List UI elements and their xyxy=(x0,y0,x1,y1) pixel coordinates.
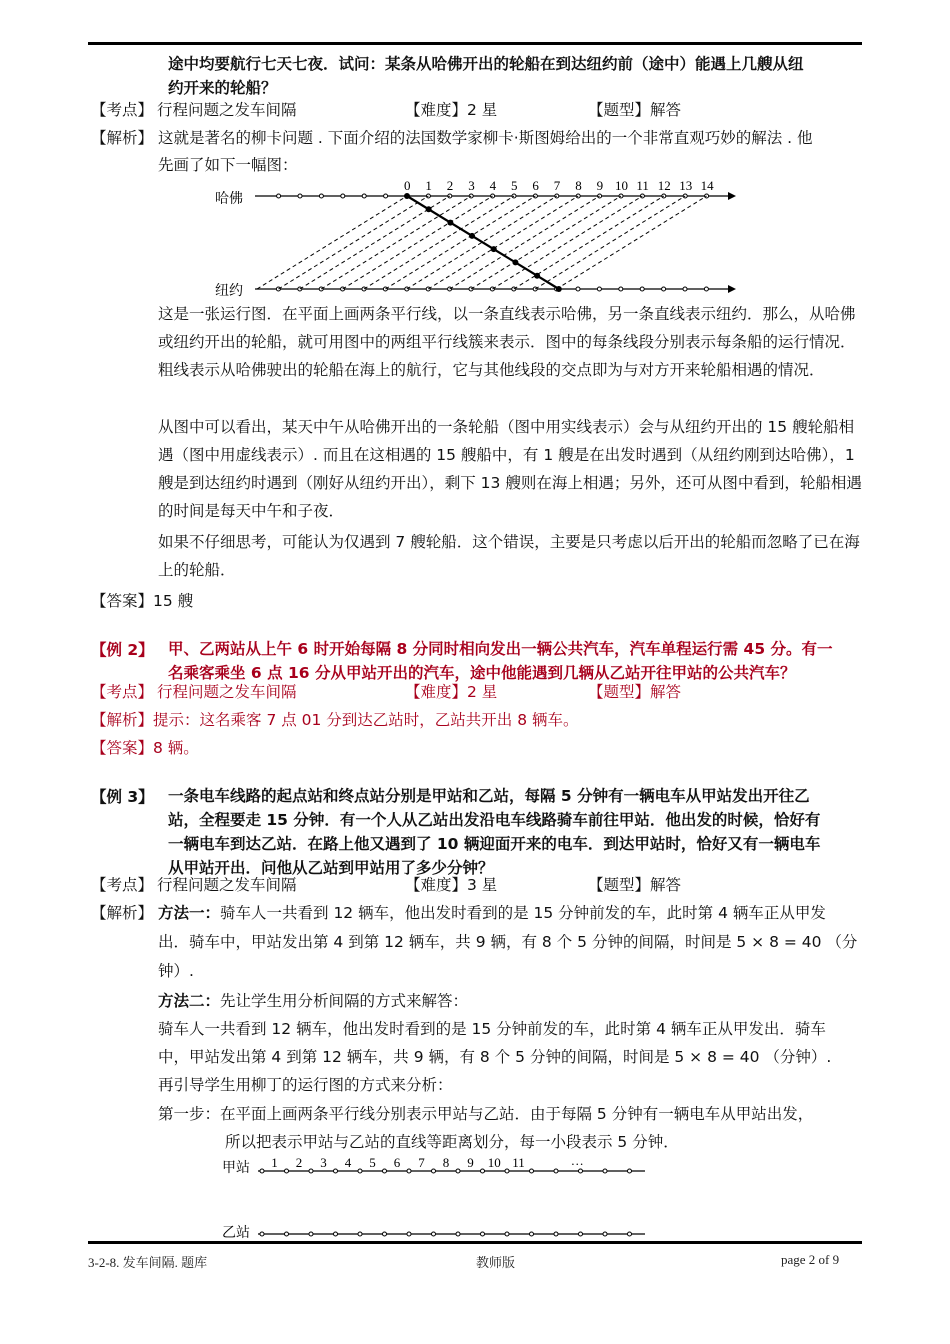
ex2-tixing xyxy=(588,679,681,705)
ex3-q-line3: 一辆电车到达乙站．在路上他又遇到了 10 辆迎面开来的电车．到达甲站时，恰好又有一辆电车 xyxy=(168,835,821,853)
newyork-point xyxy=(683,287,687,291)
jiexi-value: 提示：这名乘客 7 点 01 分到达乙站时，乙站共开出 8 辆车。 xyxy=(153,711,579,729)
jiazhan-label: 甲站 xyxy=(222,1161,250,1176)
kaodian-label: 【考点】 xyxy=(91,101,154,119)
ex1-nandu xyxy=(405,97,497,123)
jiazhan-point xyxy=(554,1169,558,1173)
ex3-m2-line3: 再引导学生用柳丁的运行图的方式来分析： xyxy=(158,1076,453,1094)
harvard-arrow xyxy=(728,192,736,200)
newyork-point xyxy=(576,287,580,291)
day-number: 7 xyxy=(553,178,561,193)
ex3-q-line2: 站，全程要走 15 分钟．有一个人从乙站出发沿电车线路骑车前往甲站．他出发的时候，恰好有 xyxy=(168,811,821,829)
daan-value: 15 艘 xyxy=(153,592,194,610)
yizhan-point xyxy=(579,1232,583,1236)
jiazhan-point xyxy=(260,1169,264,1173)
day-number: 0 xyxy=(404,178,411,193)
yizhan-point xyxy=(505,1232,509,1236)
harvard-label: 哈佛 xyxy=(215,192,243,207)
jiazhan-point xyxy=(481,1169,485,1173)
day-number: 14 xyxy=(700,178,714,193)
ex2-kaodian: 行程问题之发车间隔 xyxy=(157,683,297,701)
newyork-point xyxy=(619,287,623,291)
day-number: 12 xyxy=(657,178,671,193)
ex2-answer xyxy=(91,735,199,761)
nandu-label: 【难度】 xyxy=(405,683,468,701)
footer-center: 教师版 xyxy=(476,1255,516,1270)
jiazhan-point xyxy=(383,1169,387,1173)
ex1-jiexi-label: 【解析】 xyxy=(91,129,154,147)
jiazhan-point xyxy=(309,1169,313,1173)
ex1-para1: 这是一张运行图．在平面上画两条平行线，以一条直线表示哈佛，另一条直线表示纽约．那么，从哈佛或纽约开出的轮船，就可用图中的两组平行线簇来表示．图中的每条线段分别表示每条船的运行情况．粗线表示从哈佛驶出的轮船在海上的航行，它与其他线段的交点即为与对方开来轮船相遇的情况． xyxy=(158,305,856,379)
ex1-kaodian: 行程问题之发车间隔 xyxy=(157,101,297,119)
newyork-route xyxy=(492,196,642,289)
q1-tail xyxy=(168,52,804,100)
jiazhan-point xyxy=(603,1169,607,1173)
method1-text: 骑车人一共看到 12 辆车，他出发时看到的是 15 分钟前发的车，此时第 4 辆车正从甲发 xyxy=(220,904,826,922)
jiazhan-point xyxy=(505,1169,509,1173)
jiazhan-point xyxy=(358,1169,362,1173)
ex2-jiexi xyxy=(91,707,579,733)
ex2-question xyxy=(168,637,833,685)
newyork-route xyxy=(321,196,471,289)
ex3-q-line1: 一条电车线路的起点站和终点站分别是甲站和乙站，每隔 5 分钟有一辆电车从甲站发出开往乙 xyxy=(168,787,810,805)
jiazhan-point xyxy=(334,1169,338,1173)
daan-value: 8 辆。 xyxy=(153,739,199,757)
nandu-label: 【难度】 xyxy=(405,876,468,894)
footer-left: 3-2-8. 发车间隔. 题库 xyxy=(88,1255,208,1270)
day-number: 11 xyxy=(636,178,649,193)
yizhan-point xyxy=(432,1232,436,1236)
newyork-route xyxy=(257,196,407,289)
yizhan-point xyxy=(285,1232,289,1236)
segment-number: 4 xyxy=(344,1155,352,1170)
footer-rule xyxy=(88,1241,862,1244)
ex3-jiexi-label: 【解析】 xyxy=(91,904,154,922)
newyork-point xyxy=(704,287,708,291)
yizhan-point xyxy=(407,1232,411,1236)
method1-title: 方法一： xyxy=(158,904,221,922)
meeting-point xyxy=(556,286,562,292)
harvard-point xyxy=(640,194,644,198)
segment-number: 2 xyxy=(295,1155,303,1170)
segment-number: 1 xyxy=(271,1155,278,1170)
harvard-point xyxy=(277,194,281,198)
tixing-value: 解答 xyxy=(650,101,682,119)
segment-number: 8 xyxy=(442,1155,450,1170)
yizhan-point xyxy=(260,1232,264,1236)
day-number: 13 xyxy=(679,178,693,193)
newyork-route xyxy=(278,196,428,289)
day-number: 3 xyxy=(468,178,475,193)
meeting-point xyxy=(404,193,410,199)
day-number: 10 xyxy=(615,178,628,193)
nandu-value: 2 星 xyxy=(467,101,498,119)
ex3-m1-line3: 钟）. xyxy=(158,962,194,980)
q1-tail-line2: 约开来的轮船？ xyxy=(168,79,277,97)
yizhan-point xyxy=(628,1232,632,1236)
newyork-route xyxy=(364,196,514,289)
newyork-arrow xyxy=(728,285,736,293)
ex3-m2-intro xyxy=(158,988,468,1014)
ex3-kaodian: 行程问题之发车间隔 xyxy=(157,876,297,894)
day-number: 1 xyxy=(425,178,432,193)
meeting-point xyxy=(512,259,518,265)
tixing-value: 解答 xyxy=(650,683,682,701)
harvard-newyork-diagram xyxy=(210,176,750,300)
harvard-point xyxy=(384,194,388,198)
day-number: 8 xyxy=(575,178,582,193)
ex3-m1-line2: 出．骑车中，甲站发出第 4 到第 12 辆车，共 9 辆，有 8 个 5 分钟的间隔，时间是 5 × 8 = 40 （分 xyxy=(158,933,858,951)
daan-label: 【答案】 xyxy=(91,739,154,757)
ex3-m1-line1 xyxy=(158,900,826,926)
yizhan-point xyxy=(456,1232,460,1236)
yizhan-point xyxy=(383,1232,387,1236)
newyork-point xyxy=(640,287,644,291)
q1-tail-line1: 途中均要航行七天七夜．试问：某条从哈佛开出的轮船在到达纽约前（途中）能遇上几艘从纽 xyxy=(168,55,804,73)
yizhan-point xyxy=(358,1232,362,1236)
footer-right: page 2 of 9 xyxy=(781,1252,840,1267)
segment-number: 10 xyxy=(487,1155,501,1170)
newyork-point xyxy=(662,287,666,291)
ex1-tixing xyxy=(588,97,681,123)
harvard-point xyxy=(319,194,323,198)
newyork-label: 纽约 xyxy=(215,284,243,299)
meeting-point xyxy=(426,206,432,212)
harvard-point xyxy=(298,194,302,198)
method2-intro: 先让学生用分析间隔的方式来解答： xyxy=(220,992,469,1010)
ex1-para2: 从图中可以看出，某天中午从哈佛开出的一条轮船（图中用实线表示）会与从纽约开出的 15 艘轮船相遇（图中用虚线表示）. 而且在这相遇的 15 艘船中，有 1 艘是在出发时遇到（从纽约刚到达哈佛），1 艘是到达纽约时遇到（刚好从纽约开出），剩下 13 艘则在海上相遇；另外，还可从图中看到，轮船相遇的时间是每天中午和子夜． xyxy=(158,418,862,520)
jiazhan-point xyxy=(407,1169,411,1173)
segment-ellipsis: … xyxy=(570,1153,584,1168)
ex3-nandu xyxy=(405,872,497,898)
segment-number: 3 xyxy=(320,1155,327,1170)
day-number: 6 xyxy=(532,178,539,193)
meeting-point xyxy=(447,220,453,226)
station-diagram xyxy=(220,1150,660,1240)
ex3-step1-line1: 第一步：在平面上画两条平行线分别表示甲站与乙站．由于每隔 5 分钟有一辆电车从甲站出发， xyxy=(158,1105,814,1123)
jiazhan-point xyxy=(456,1169,460,1173)
nandu-label: 【难度】 xyxy=(405,101,468,119)
day-number: 4 xyxy=(489,178,497,193)
ex3-q-line4: 从甲站开出．问他从乙站到甲站用了多少分钟？ xyxy=(168,859,494,877)
newyork-route xyxy=(450,196,600,289)
newyork-route xyxy=(535,196,685,289)
ex2-nandu xyxy=(405,679,497,705)
ex3-m2-line1: 骑车人一共看到 12 辆车，他出发时看到的是 15 分钟前发的车，此时第 4 辆车正从甲发出．骑车 xyxy=(158,1020,826,1038)
segment-number: 11 xyxy=(512,1155,525,1170)
newyork-route xyxy=(343,196,493,289)
harvard-point xyxy=(362,194,366,198)
jiazhan-point xyxy=(579,1169,583,1173)
segment-number: 5 xyxy=(369,1155,376,1170)
ex3-kaodian-label: 【考点】 xyxy=(91,876,154,894)
day-number: 5 xyxy=(511,178,518,193)
tixing-label: 【题型】 xyxy=(588,101,651,119)
tixing-label: 【题型】 xyxy=(588,683,651,701)
ex1-meta xyxy=(91,97,153,123)
harvard-point xyxy=(533,194,537,198)
yizhan-point xyxy=(334,1232,338,1236)
yizhan-point xyxy=(603,1232,607,1236)
ex2-q-line2: 名乘客乘坐 6 点 16 分从甲站开出的汽车，途中他能遇到几辆从乙站开往甲站的公共汽车？ xyxy=(168,664,796,682)
daan-label: 【答案】 xyxy=(91,592,154,610)
ex3-question xyxy=(168,784,820,880)
jiexi-label: 【解析】 xyxy=(91,711,154,729)
ex3-step1-line2: 所以把表示甲站与乙站的直线等距离划分，每一小段表示 5 分钟． xyxy=(225,1133,679,1151)
meeting-point xyxy=(469,233,475,239)
ex3-tixing xyxy=(588,872,681,898)
tixing-value: 解答 xyxy=(650,876,682,894)
tixing-label: 【题型】 xyxy=(588,876,651,894)
ex2-q-line1: 甲、乙两站从上午 6 时开始每隔 8 分同时相向发出一辆公共汽车，汽车单程运行需 45 分。有一 xyxy=(168,640,833,658)
ex1-answer xyxy=(91,588,193,614)
day-number: 2 xyxy=(446,178,454,193)
yizhan-point xyxy=(309,1232,313,1236)
newyork-route xyxy=(385,196,535,289)
ex2-tag: 【例 2】 xyxy=(91,641,154,659)
ex1-para3: 如果不仔细思考，可能认为仅遇到 7 艘轮船．这个错误，主要是只考虑以后开出的轮船而忽略了已在海上的轮船． xyxy=(158,533,860,579)
segment-number: 9 xyxy=(467,1155,474,1170)
newyork-point xyxy=(597,287,601,291)
ex3-tag: 【例 3】 xyxy=(91,788,154,806)
ex3-m2-line2: 中，甲站发出第 4 到第 12 辆车，共 9 辆，有 8 个 5 分钟的间隔，时间是 5 × 8 = 40 （分钟）. xyxy=(158,1048,832,1066)
harvard-point xyxy=(341,194,345,198)
jiazhan-point xyxy=(530,1169,534,1173)
ex1-jiexi-line2: 先画了如下一幅图： xyxy=(158,156,298,174)
meeting-point xyxy=(534,273,540,279)
nandu-value: 2 星 xyxy=(467,683,498,701)
yizhan-point xyxy=(554,1232,558,1236)
day-number: 9 xyxy=(596,178,604,193)
ex1-jiexi-line1: 这就是著名的柳卡问题 . 下面介绍的法国数学家柳卡·斯图姆给出的一个非常直观巧妙的解法 . 他 xyxy=(158,129,813,147)
method2-title: 方法二： xyxy=(158,992,221,1010)
nandu-value: 3 星 xyxy=(467,876,498,894)
yizhan-point xyxy=(530,1232,534,1236)
segment-number: 6 xyxy=(393,1155,401,1170)
newyork-route xyxy=(428,196,578,289)
jiazhan-point xyxy=(285,1169,289,1173)
yizhan-label: 乙站 xyxy=(222,1226,250,1240)
header-rule xyxy=(88,42,862,45)
jiazhan-point xyxy=(628,1169,632,1173)
newyork-route xyxy=(557,196,707,289)
jiazhan-point xyxy=(432,1169,436,1173)
segment-number: 7 xyxy=(418,1155,425,1170)
yizhan-point xyxy=(481,1232,485,1236)
newyork-route xyxy=(471,196,621,289)
ex2-kaodian-label: 【考点】 xyxy=(91,683,154,701)
meeting-point xyxy=(491,246,497,252)
